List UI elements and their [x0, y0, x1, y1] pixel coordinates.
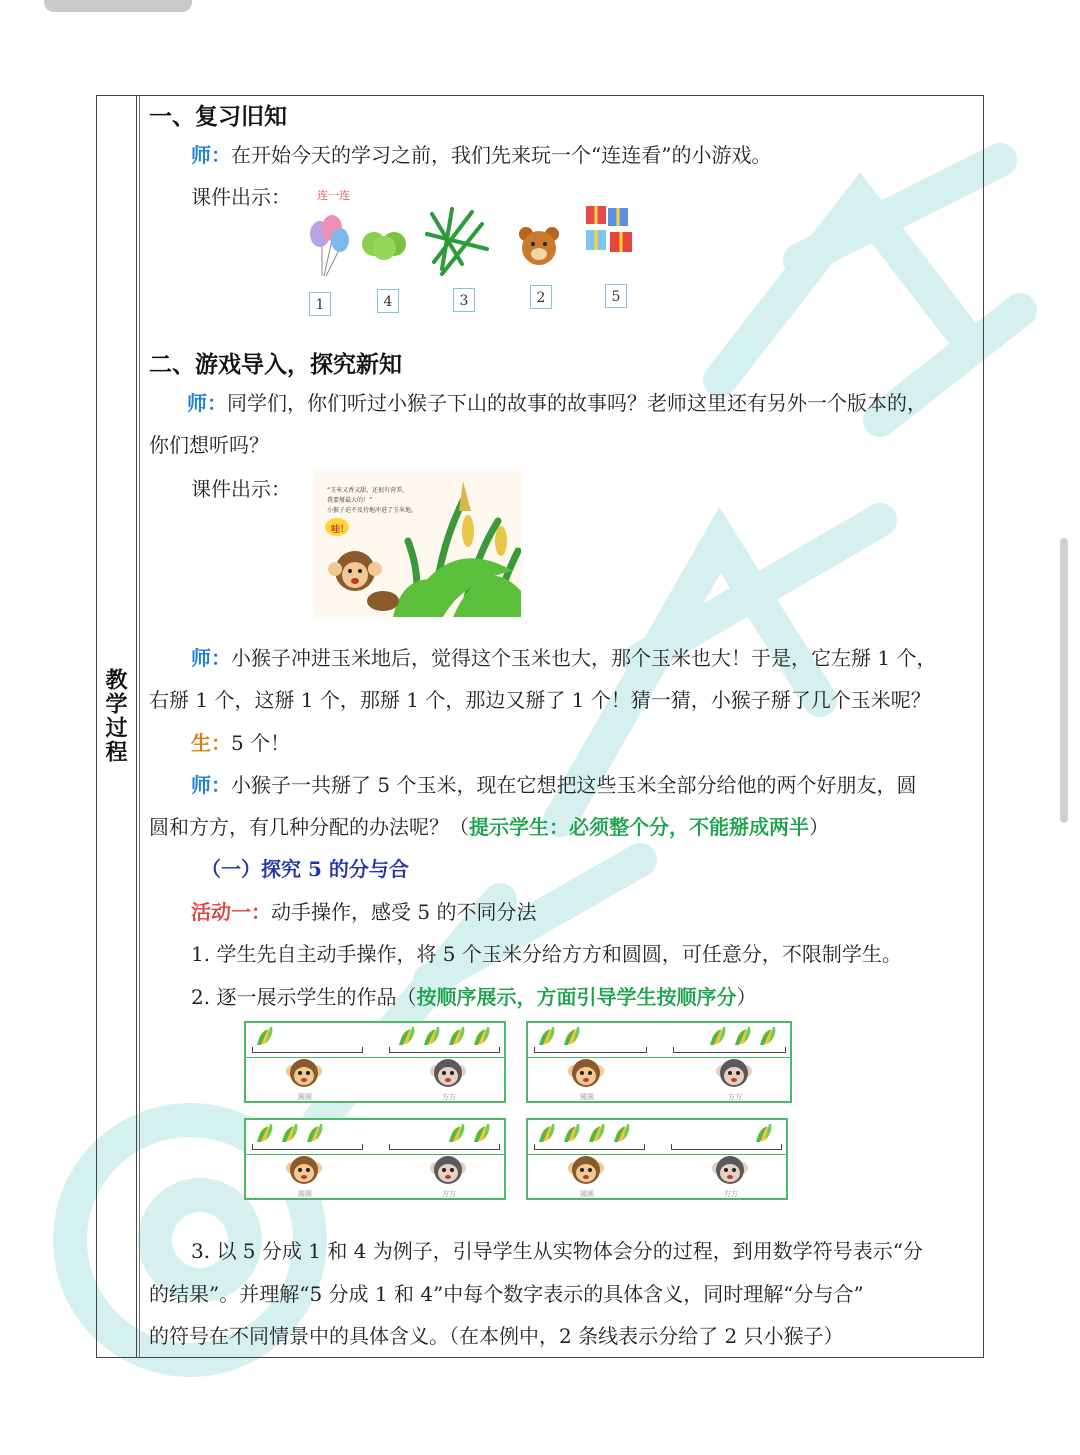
- number-box: 4: [377, 289, 399, 313]
- corn-icon: [396, 1025, 418, 1051]
- left-name-label: 圆圆: [298, 1190, 312, 1198]
- student-tag: 生：: [191, 731, 231, 755]
- student-line: 5 个！: [231, 731, 291, 755]
- top-tab: [44, 0, 192, 12]
- teacher-line: 同学们，你们听过小猴子下山的故事的故事吗？老师这里还有另外一个版本的，: [227, 391, 927, 415]
- corn-icon: [254, 1025, 276, 1051]
- teacher-line: 小猴子一共掰了 5 个玉米，现在它想把这些玉米全部分给他的两个好朋友，圆: [231, 773, 917, 797]
- right-name-label: 方方: [442, 1093, 456, 1101]
- line-text: 圆和方方，有几种分配的办法呢？（: [149, 815, 469, 839]
- corn-icon: [471, 1025, 493, 1051]
- courseware-label: 课件出示：: [191, 477, 291, 501]
- corn-icon: [279, 1122, 301, 1148]
- corn-icon: [561, 1025, 583, 1051]
- teacher-tag: 师：: [187, 391, 227, 415]
- left-name-label: 圆圆: [580, 1093, 594, 1101]
- section2-teacher-paragraph: [187, 388, 927, 418]
- corn-icon: [586, 1122, 608, 1148]
- section2-distribution-paragraph: [191, 770, 916, 800]
- student-answer: [191, 728, 290, 758]
- right-name-label: 方方: [728, 1093, 742, 1101]
- activity-tag: 活动一：: [191, 900, 271, 924]
- corn-icon: [561, 1122, 583, 1148]
- courseware-label: 课件出示：: [191, 185, 291, 209]
- leaves-icon: [427, 209, 487, 274]
- story-illustration: [313, 471, 521, 617]
- balloons-icon: [310, 215, 349, 276]
- line-text: ）: [736, 985, 757, 1009]
- step-three-cont: 的结果”。并理解“5 分成 1 和 4”中每个数字表示的具体含义，同时理解“分与合”: [149, 1282, 864, 1306]
- content-area: [97, 96, 983, 1357]
- game-caption: 连一连: [317, 189, 350, 202]
- teacher-tag: 师：: [191, 143, 231, 167]
- corn-icon: [536, 1025, 558, 1051]
- line-text: 2. 逐一展示学生的作品（: [191, 985, 417, 1009]
- corn-icon: [757, 1025, 779, 1051]
- corn-icon: [421, 1025, 443, 1051]
- corn-icon: [611, 1122, 633, 1148]
- right-name-label: 方方: [724, 1190, 738, 1198]
- number-box: 2: [530, 285, 552, 309]
- teacher-tag: 师：: [191, 773, 231, 797]
- activity-title: [191, 897, 536, 927]
- corn-icon: [446, 1025, 468, 1051]
- section2-story-paragraph-cont: 右掰 1 个，这掰 1 个，那掰 1 个，那边又掰了 1 个！猜一猜，小猴子掰了几个玉米呢？: [149, 688, 931, 712]
- teacher-tag: 师：: [191, 646, 231, 670]
- step-one: 1. 学生先自主动手操作，将 5 个玉米分给方方和圆圆，可任意分，不限制学生。: [191, 942, 902, 966]
- step-three-cont: 的符号在不同情景中的具体含义。（在本例中，2 条线表示分给了 2 只小猴子）: [149, 1324, 844, 1348]
- gifts-icon: [586, 206, 632, 252]
- story-text: 我要掰最大的！”: [327, 497, 373, 504]
- teacher-line: 在开始今天的学习之前，我们先来玩一个“连连看”的小游戏。: [231, 143, 772, 167]
- subsection-title: （一）探究 5 的分与合: [201, 857, 409, 881]
- apples-icon: [362, 232, 406, 260]
- section2-story-paragraph: [191, 643, 936, 673]
- corn-icon: [304, 1122, 326, 1148]
- hint-text: 提示学生：必须整个分，不能掰成两半: [469, 815, 809, 839]
- distribution-panel: [526, 1021, 792, 1103]
- corn-icon: [446, 1122, 468, 1148]
- activity-text: 动手操作，感受 5 的不同分法: [271, 900, 537, 924]
- section1-title: 一、复习旧知: [149, 103, 287, 130]
- distribution-panel: [244, 1021, 506, 1103]
- corn-icon: [471, 1122, 493, 1148]
- section2-teacher-paragraph-cont: 你们想听吗？: [149, 433, 269, 457]
- story-text: “玉米又香又甜，还很有营养，: [327, 487, 409, 494]
- section2-title: 二、游戏导入，探究新知: [149, 351, 402, 378]
- corn-icon: [732, 1025, 754, 1051]
- right-name-label: 方方: [442, 1190, 456, 1198]
- side-label: 教学过程: [102, 668, 128, 764]
- left-name-label: 圆圆: [298, 1093, 312, 1101]
- bear-icon: [519, 227, 559, 265]
- matching-game-images: [302, 204, 642, 284]
- corn-icon: [707, 1025, 729, 1051]
- scrollbar[interactable]: [1060, 538, 1068, 823]
- section1-teacher-paragraph: [191, 140, 771, 170]
- distribution-panel: [244, 1118, 506, 1200]
- number-box: 1: [309, 292, 331, 316]
- step-three: 3. 以 5 分成 1 和 4 为例子，引导学生从实物体会分的过程，到用数学符号表示“分: [191, 1239, 923, 1263]
- corn-icon: [254, 1122, 276, 1148]
- left-name-label: 圆圆: [580, 1190, 594, 1198]
- corn-icon: [753, 1122, 775, 1148]
- step-two: [191, 982, 756, 1012]
- lesson-table: [96, 95, 984, 1358]
- teacher-line: 小猴子冲进玉米地后，觉得这个玉米也大，那个玉米也大！于是，它左掰 1 个，: [231, 646, 937, 670]
- line-text: ）: [809, 815, 829, 839]
- hint-text: 按顺序展示，方面引导学生按顺序分: [416, 985, 737, 1009]
- story-text: 小猴子迫不及待地冲进了玉米地。: [327, 507, 418, 514]
- corn-icon: [536, 1122, 558, 1148]
- story-bubble: 哇！: [331, 525, 350, 535]
- number-box: 5: [605, 284, 627, 308]
- distribution-panel: [526, 1118, 788, 1200]
- section2-distribution-paragraph-cont: [149, 812, 829, 842]
- number-box: 3: [453, 288, 475, 312]
